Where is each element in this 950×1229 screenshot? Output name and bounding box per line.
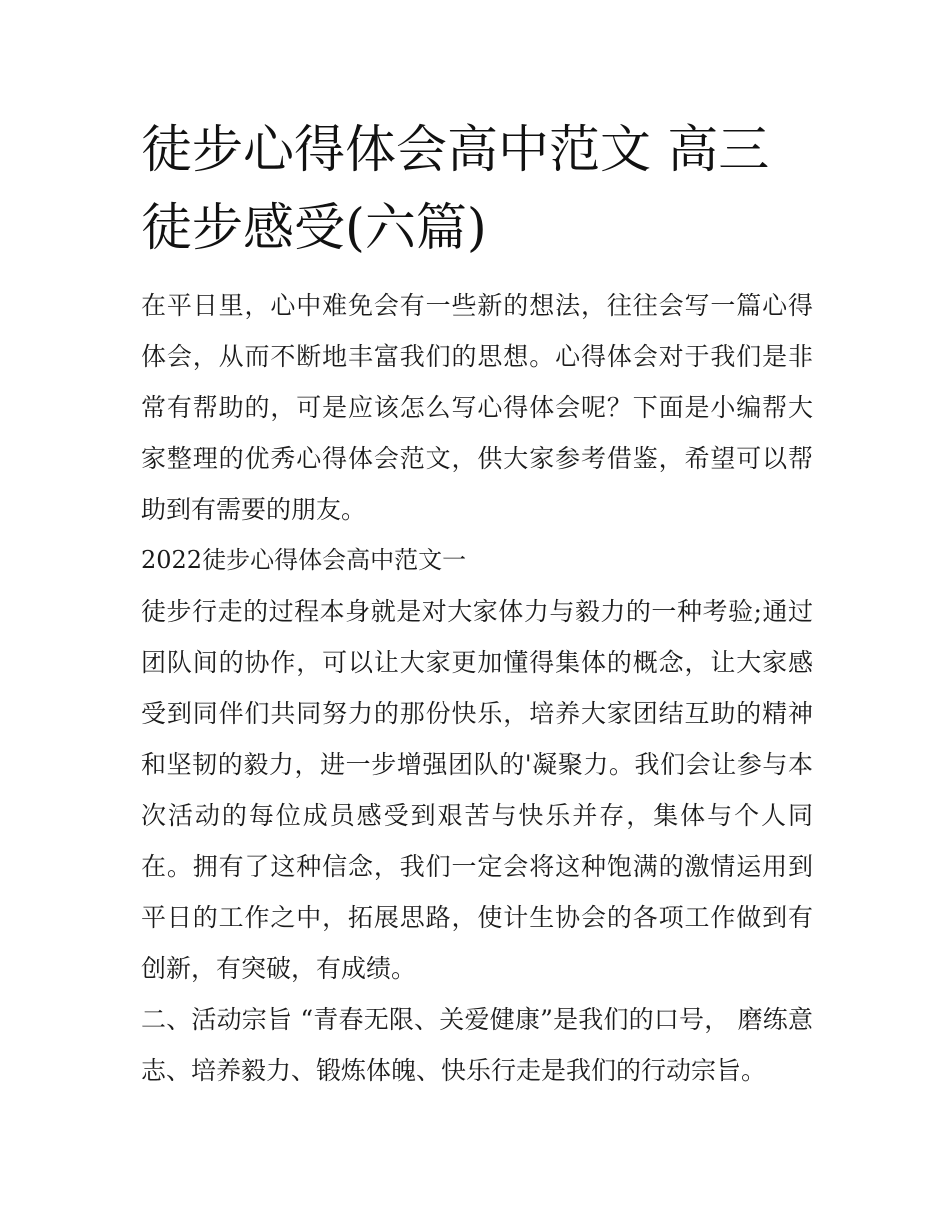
document-title: 徒步心得体会高中范文 高三徒步感受(六篇)	[141, 121, 770, 258]
purpose-paragraph: 二、活动宗旨 “青春无限、关爱健康”是我们的口号， 磨练意志、培养毅力、锻炼体魄、快乐行走是我们的行动宗旨。	[141, 1005, 813, 1085]
document-page	[141, 112, 813, 1096]
body-paragraph: 徒步行走的过程本身就是对大家体力与毅力的一种考验;通过团队间的协作，可以让大家更加懂得集体的概念，让大家感受到同伴们共同努力的那份快乐，培养大家团结互助的精神和坚韧的毅力，进一步增强团队的'凝聚力。我们会让参与本次活动的每位成员感受到艰苦与快乐并存，集体与个人同在。拥有了这种信念，我们一定会将这种饱满的激情运用到平日的工作之中，拓展思路，使计生协会的各项工作做到有创新，有突破，有成绩。	[141, 597, 813, 983]
document-body	[141, 280, 813, 1096]
intro-paragraph: 在平日里，心中难免会有一些新的想法，往往会写一篇心得体会，从而不断地丰富我们的思想。心得体会对于我们是非常有帮助的，可是应该怎么写心得体会呢？下面是小编帮大家整理的优秀心得体会范文，供大家参考借鉴，希望可以帮助到有需要的朋友。	[141, 291, 813, 524]
section-heading: 2022徒步心得体会高中范文一	[141, 546, 467, 574]
